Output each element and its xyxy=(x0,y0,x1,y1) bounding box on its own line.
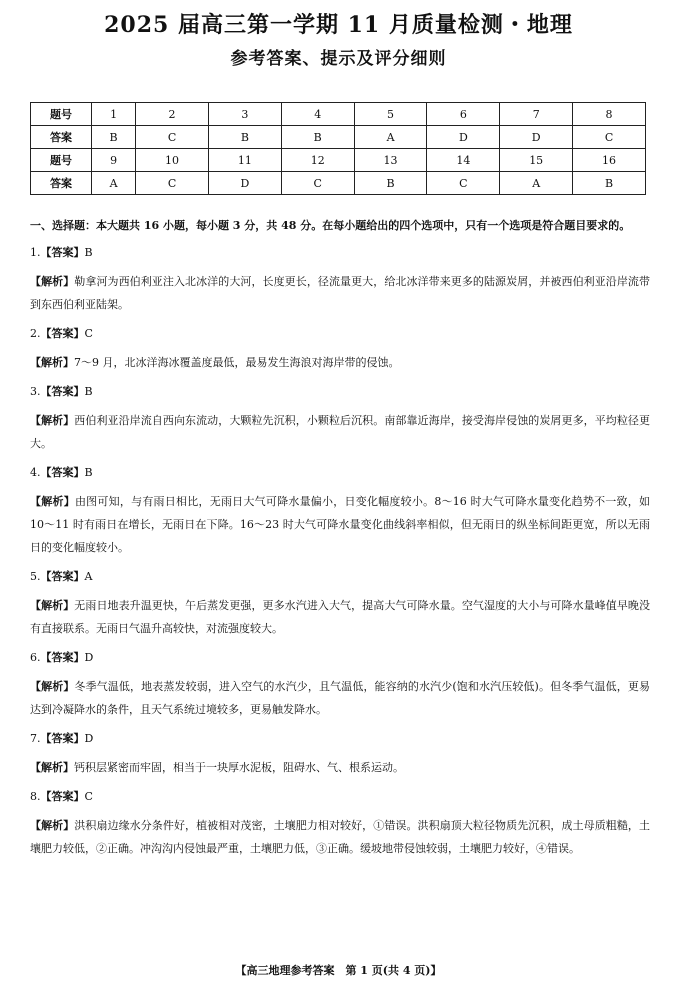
question-number: 3. xyxy=(30,385,41,398)
answer-label: 【答案】 xyxy=(40,466,85,479)
explanation-label: 【解析】 xyxy=(30,495,75,508)
question-number-cell: 7 xyxy=(500,103,573,126)
explanation-text: 钙积层紧密而牢固，相当于一块厚水泥板，阻碍水、气、根系运动。 xyxy=(74,761,404,774)
question-number-cell: 3 xyxy=(208,103,281,126)
answer-line xyxy=(30,461,650,484)
explanation-text: 无雨日地表升温更快，午后蒸发更强，更多水汽进入大气，提高大气可降水量。空气湿度的大小与可降水量峰值早晚没有直接联系。无雨日气温升高较快，对流强度较大。 xyxy=(30,599,651,635)
answer-value: A xyxy=(84,570,93,583)
explanation-label: 【解析】 xyxy=(30,599,75,612)
explanation-text: 7～9 月，北冰洋海冰覆盖度最低，最易发生海浪对海岸带的侵蚀。 xyxy=(74,356,400,369)
answer-value: B xyxy=(84,246,93,259)
answer-label: 【答案】 xyxy=(40,246,85,259)
answer-cell: B xyxy=(208,126,281,149)
answer-cell: B xyxy=(354,172,427,195)
question-number-cell: 8 xyxy=(573,103,646,126)
document-title: 2025 届高三第一学期 11 月质量检测・地理 xyxy=(104,12,573,38)
answer-cell: B xyxy=(92,126,136,149)
answer-cell: C xyxy=(427,172,500,195)
explanation-label: 【解析】 xyxy=(30,275,75,288)
row-header: 答案 xyxy=(31,126,92,149)
explanation xyxy=(30,594,650,640)
answer-cell: C xyxy=(136,126,209,149)
question-number: 1. xyxy=(30,246,41,259)
content xyxy=(30,214,650,866)
answer-cell: D xyxy=(427,126,500,149)
answer-cell: D xyxy=(208,172,281,195)
row-header: 答案 xyxy=(31,172,92,195)
explanation xyxy=(30,351,650,374)
answer-line xyxy=(30,565,650,588)
answer-cell: B xyxy=(573,172,646,195)
document-subtitle: 参考答案、提示及评分细则 xyxy=(230,49,447,69)
answer-line xyxy=(30,785,650,808)
explanation xyxy=(30,270,650,316)
question-number-cell: 11 xyxy=(208,149,281,172)
explanation-text: 洪积扇边缘水分条件好，植被相对茂密，土壤肥力相对较好，①错误。洪积扇顶大粒径物质先沉积，成土母质粗糙，土壤肥力较低，②正确。冲沟沟内侵蚀最严重，土壤肥力低，③正确。缓坡地带侵蚀较弱，土壤肥力较好，④错误。 xyxy=(30,819,651,855)
answer-label: 【答案】 xyxy=(40,732,85,745)
explanation-label: 【解析】 xyxy=(30,761,74,774)
question-number-cell: 9 xyxy=(92,149,136,172)
answer-cell: C xyxy=(573,126,646,149)
question-number-cell: 5 xyxy=(354,103,427,126)
question-number-cell: 1 xyxy=(92,103,136,126)
question-number-cell: 13 xyxy=(354,149,427,172)
question-number: 4. xyxy=(30,466,41,479)
question-number-cell: 16 xyxy=(573,149,646,172)
explanation-label: 【解析】 xyxy=(30,356,74,369)
answer-cell: B xyxy=(281,126,354,149)
answer-label: 【答案】 xyxy=(40,327,85,340)
answer-value: B xyxy=(84,385,93,398)
explanation xyxy=(30,814,650,860)
explanation-label: 【解析】 xyxy=(30,680,75,693)
answer-line xyxy=(30,322,650,345)
explanation xyxy=(30,675,650,721)
answer-label: 【答案】 xyxy=(40,385,85,398)
answer-value: B xyxy=(84,466,93,479)
answer-line xyxy=(30,727,650,750)
answer-value: D xyxy=(84,732,94,745)
answer-cell: A xyxy=(354,126,427,149)
question-number-cell: 4 xyxy=(281,103,354,126)
question-number: 2. xyxy=(30,327,41,340)
answer-cell: A xyxy=(500,172,573,195)
explanation-text: 由图可知，与有雨日相比，无雨日大气可降水量偏小，日变化幅度较小。8～16 时大气可降水量变化趋势不一致，如 10～11 时有雨日在增长，无雨日在下降。16～23 时大气可降水量变化曲线斜率相似，但无雨日的纵坐标间距更宽，所以无雨日的变化幅度较小。 xyxy=(30,495,651,554)
question-number-row xyxy=(31,103,646,126)
explanation-text: 勒拿河为西伯利亚注入北冰洋的大河，长度更长，径流量更大，给北冰洋带来更多的陆源炭屑，并被西伯利亚沿岸流带到东西伯利亚陆架。 xyxy=(30,275,651,311)
page-footer: 【高三地理参考答案 第 1 页(共 4 页)】 xyxy=(235,964,442,977)
question-number-cell: 6 xyxy=(427,103,500,126)
question-number: 7. xyxy=(30,732,41,745)
answer-line xyxy=(30,646,650,669)
question-number: 5. xyxy=(30,570,41,583)
answer-label: 【答案】 xyxy=(40,570,85,583)
answer-line xyxy=(30,241,650,264)
question-number-row xyxy=(31,149,646,172)
explanation-text: 西伯利亚沿岸流自西向东流动，大颗粒先沉积，小颗粒后沉积。南部靠近海岸，接受海岸侵蚀的炭屑更多，平均粒径更大。 xyxy=(30,414,651,450)
answer-value: D xyxy=(84,651,94,664)
question-number-cell: 14 xyxy=(427,149,500,172)
question-number: 6. xyxy=(30,651,41,664)
answer-label: 【答案】 xyxy=(40,790,85,803)
explanation xyxy=(30,409,650,455)
question-number-cell: 12 xyxy=(281,149,354,172)
answer-label: 【答案】 xyxy=(40,651,85,664)
row-header: 题号 xyxy=(31,149,92,172)
answer-cell: C xyxy=(281,172,354,195)
answer-cell: D xyxy=(500,126,573,149)
answer-row xyxy=(31,126,646,149)
explanation-label: 【解析】 xyxy=(30,414,75,427)
answer-line xyxy=(30,380,650,403)
question-number-cell: 2 xyxy=(136,103,209,126)
explanation-text: 冬季气温低，地表蒸发较弱，进入空气的水汽少，且气温低，能容纳的水汽少(饱和水汽压较低)。但冬季气温低，更易达到冷凝降水的条件，且天气系统过境较多，更易触发降水。 xyxy=(30,680,650,716)
row-header: 题号 xyxy=(31,103,92,126)
answer-table xyxy=(30,102,646,195)
answer-value: C xyxy=(84,327,93,340)
question-number: 8. xyxy=(30,790,41,803)
question-list xyxy=(30,241,650,860)
explanation xyxy=(30,756,650,779)
question-number-cell: 15 xyxy=(500,149,573,172)
answer-cell: C xyxy=(136,172,209,195)
answer-value: C xyxy=(84,790,93,803)
question-number-cell: 10 xyxy=(136,149,209,172)
explanation-label: 【解析】 xyxy=(30,819,75,832)
answer-row xyxy=(31,172,646,195)
section-heading: 一、选择题：本大题共 16 小题，每小题 3 分，共 48 分。在每小题给出的四个选项中，只有一个选项是符合题目要求的。 xyxy=(30,219,631,232)
answer-cell: A xyxy=(92,172,136,195)
explanation xyxy=(30,490,650,559)
